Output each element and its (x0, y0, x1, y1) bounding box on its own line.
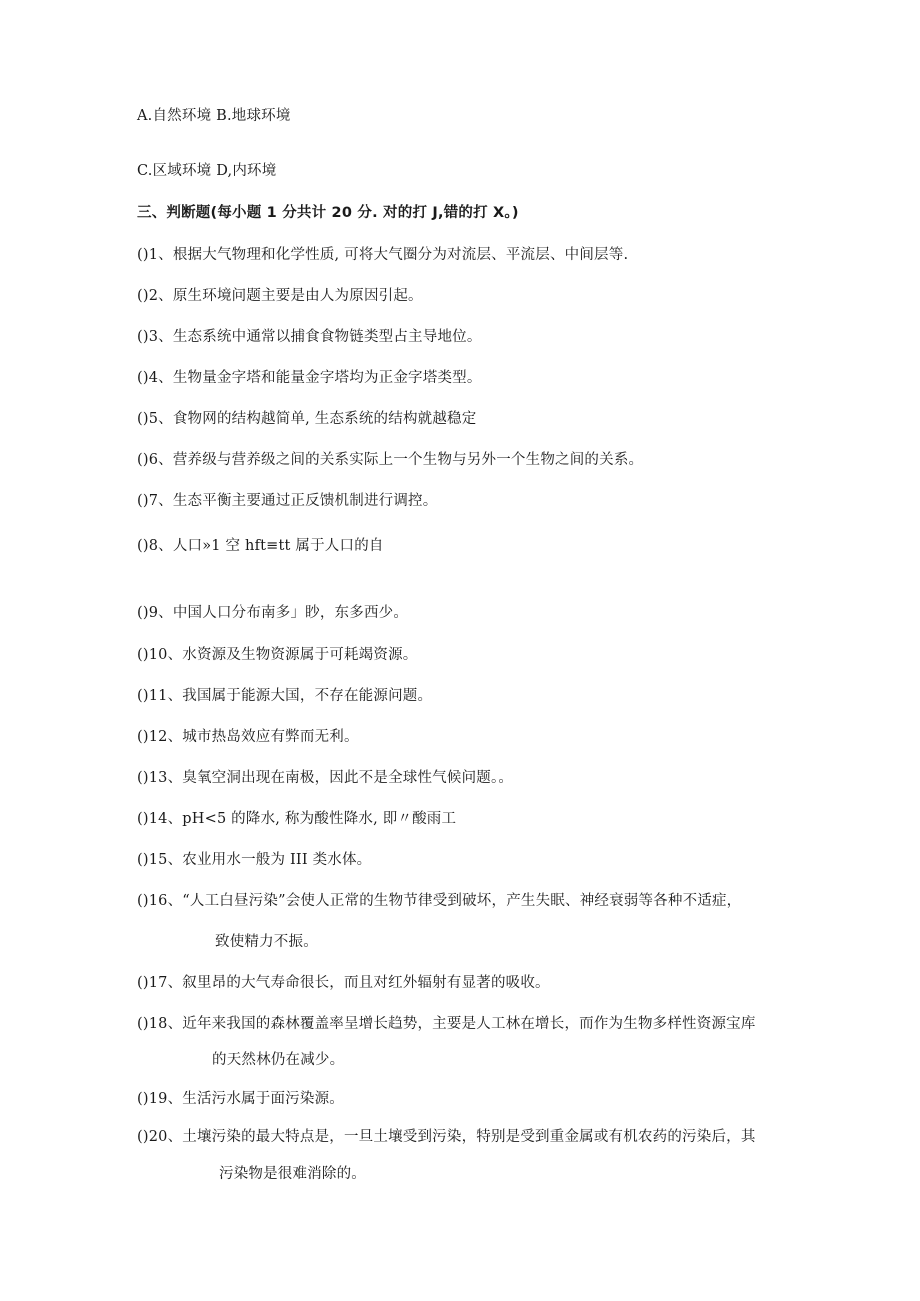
question-17: ()17、叙里昂的大气寿命很长，而且对红外辐射有显著的吸收。 (137, 975, 550, 991)
question-16-continuation: 致使精力不振。 (215, 934, 318, 950)
section-heading: 三、判断题(每小题 1 分共计 20 分. 对的打 J,错的打 X。) (137, 205, 519, 221)
question-4: ()4、生物量金字塔和能量金字塔均为正金字塔类型。 (137, 370, 482, 386)
question-2: ()2、原生环境问题主要是由人为原因引起。 (137, 288, 423, 304)
question-18: ()18、近年来我国的森林覆盖率呈增长趋势，主要是人工林在增长，而作为生物多样性资源宝库 (137, 1016, 756, 1032)
question-9: ()9、中国人口分布南多」眇，东多西少。 (137, 605, 409, 621)
question-20: ()20、土壤污染的最大特点是，一旦土壤受到污染，特别是受到重金属或有机农药的污染后，其 (137, 1129, 756, 1145)
question-16: ()16、“人工白昼污染”会使人正常的生物节律受到破坏，产生失眠、神经衰弱等各种不适症， (137, 893, 742, 909)
question-13: ()13、臭氧空洞出现在南极，因此不是全球性气候问题。。 (137, 770, 514, 786)
question-19: ()19、生活污水属于面污染源。 (137, 1091, 344, 1107)
question-18-continuation: 的天然林仍在减少。 (212, 1052, 345, 1068)
question-20-continuation: 污染物是很难消除的。 (219, 1166, 366, 1182)
option-line-ab: A.自然环境 B.地球环境 (137, 108, 291, 124)
question-1: ()1、根据大气物理和化学性质, 可将大气圈分为对流层、平流层、中间层等. (137, 247, 629, 263)
question-3: ()3、生态系统中通常以捕食食物链类型占主导地位。 (137, 329, 482, 345)
question-8: ()8、人口»1 空 hft≡tt 属于人口的自 (137, 538, 384, 554)
option-line-cd: C.区域环境 D,内环境 (137, 163, 277, 179)
question-10: ()10、水资源及生物资源属于可耗竭资源。 (137, 647, 418, 663)
question-14: ()14、pH<5 的降水, 称为酸性降水, 即〃酸雨工 (137, 811, 457, 827)
question-11: ()11、我国属于能源大国，不存在能源问题。 (137, 688, 433, 704)
question-7: ()7、生态平衡主要通过正反馈机制进行调控。 (137, 493, 438, 509)
question-12: ()12、城市热岛效应有弊而无利。 (137, 729, 359, 745)
question-15: ()15、农业用水一般为 III 类水体。 (137, 852, 372, 868)
question-6: ()6、营养级与营养级之间的关系实际上一个生物与另外一个生物之间的关系。 (137, 452, 644, 468)
question-5: ()5、食物网的结构越简单, 生态系统的结构就越稳定 (137, 411, 477, 427)
